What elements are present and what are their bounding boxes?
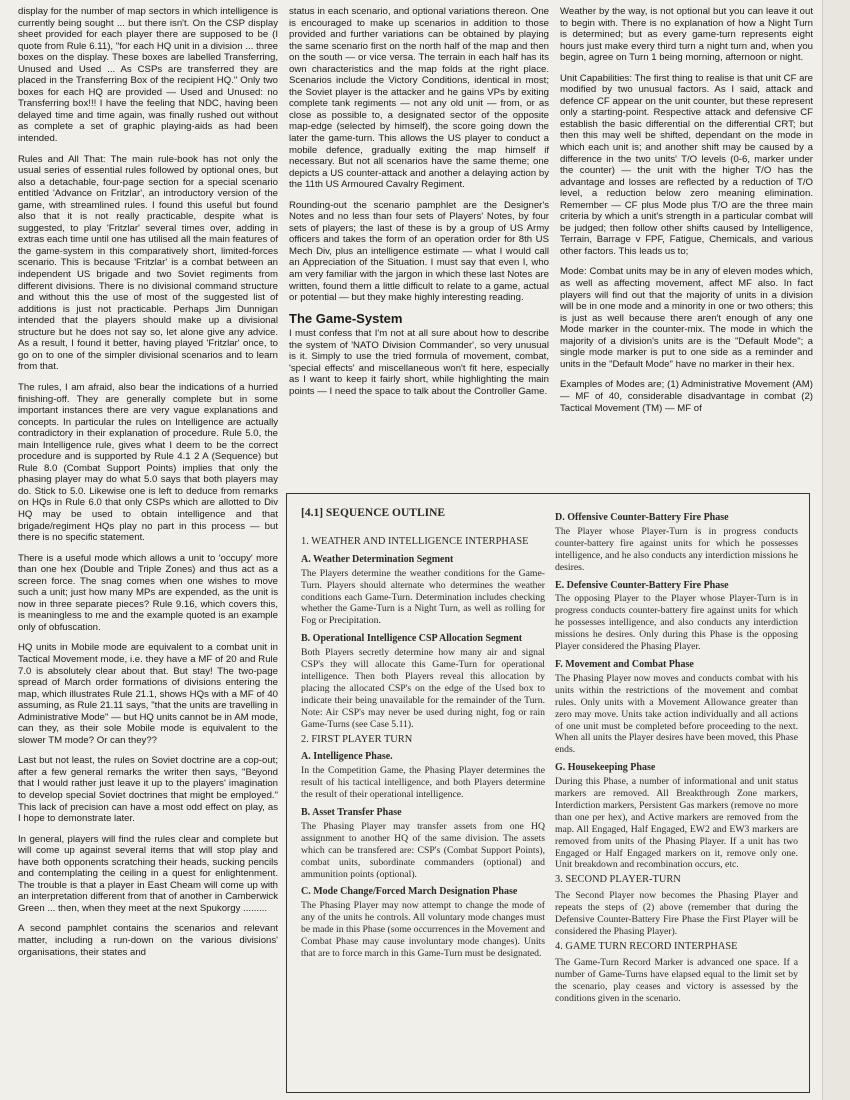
- article-column-3: [560, 6, 813, 423]
- paragraph: In general, players will find the rules clear and complete but will come up against several items that will stop play and have both opponents scratching their heads, sucking pencils and contemplating the ceiling in a quest for enlightenment. The trouble is that a player in East Cheam will come up with an interpretation different from that of another in Camberwick Green ... then, when they meet at the next Spukorgy .........: [18, 833, 278, 914]
- box-text: The Second Player now becomes the Phasing Player and repeats the steps of (2) above (remember that during the Defensive Counter-Battery Fire Phase the First Player will be considered the Phasing Player).: [555, 890, 798, 937]
- sequence-outline-box: [286, 493, 810, 1093]
- box-subheading: D. Offensive Counter-Battery Fire Phase: [555, 512, 729, 523]
- box-section-heading: 3. SECOND PLAYER-TURN: [555, 874, 681, 886]
- box-subheading: C. Mode Change/Forced March Designation Phase: [301, 886, 518, 898]
- article-column-2: [289, 6, 549, 407]
- box-text: The opposing Player to the Player whose Player-Turn is in progress conducts counter-battery fire against units for which he possesses intelligence, and also conducts any interdiction missions he desires. Only during this Phase is the opposing Player considered the Phasing Player.: [555, 593, 798, 653]
- paragraph: status in each scenario, and optional variations thereon. One is encouraged to make up scenarios in addition to those provided and further variations can be obtained by playing the same scenario first on the north half of the map and then on the south — or vice versa. The terrain in each half has its own characteristics and the map folds at the right place. Scenarios include the Victory Conditions, identical in most; the Soviet player is the attacker and he gains VPs by exiting complete tank regiments — not any old unit — from, or as close as possible to, a designated sector of the opposite map-edge (selected by himself), the score going down the later the game-turn. This allows the US player to conduct a mobile defence, gradually exiting the map himself if necessary. But not all scenarios have the same theme; one depicts a US counter-attack and another a delaying action by the 11th US Armoured Cavalry Regiment.: [289, 6, 549, 191]
- box-column-1: [301, 506, 545, 963]
- box-title: [4.1] SEQUENCE OUTLINE: [301, 507, 446, 519]
- box-text: The Phasing Player may now attempt to change the mode of any of the units he controls. All voluntary mode changes must be made in this Phase (some occurrences in the Movement and Combat Phase may cause involuntary mode changes). Units that are to force march in this Game-Turn must be designated.: [301, 900, 545, 959]
- paragraph: The rules, I am afraid, also bear the indications of a hurried finishing-off. They are generally complete but in some important instances there are very vague explanations and concepts. In particular the rules on Intelligence are actually contradictory in their explanation of procedure. Rule 5.0, the main Intelligence rule, gives what I deem to be the correct procedure and is supported by Rule 4.1 2 A (Sequence) but Rule 8.0 (Combat Support Points) implies that only the phasing player may do what 5.0 says that both players may do. Stick to 5.0. Likewise one is left to deduce from remarks on HQs in Rule 6.0 that only CSPs which are allotted to Div HQ may be used to obtain intelligence and that brigade/regiment HQs play no part in this process — but there is no specific statement.: [18, 381, 278, 544]
- box-text: The Phasing Player now moves and conducts combat with his units within the restrictions of the movement and combat rules. Only units with a Movement Allowance greater than zero may move. Units take action individually and all actions of one unit must be completed before proceeding to the next. When all units the Player desires have been moved, this Phase ends.: [555, 672, 798, 756]
- box-subheading: G. Housekeeping Phase: [555, 762, 656, 774]
- box-text: Both Players secretly determine how many air and signal CSP's they will allocate this Game-Turn for operational intelligence. Then both Players reveal this allocation by placing the allocated CSP's on the edge of the Used box to indicate their being unavailable for the remainder of the Turn. Note: Air CSP's may never be used during night, fog or rain Game-Turns (see Case 5.11).: [301, 647, 545, 730]
- paragraph: display for the number of map sectors in which intelligence is currently being sought ... but there isn't. On the CSP display sheet provided for each player there are supposed to be (I quote from Rule 6.11), "for each HQ unit in a division ... three boxes on the display. These boxes are labelled Transferring, Unused and Used ... As CSPs are transferred they are placed in the Transferring Box of the recipient HQ." Only two boxes for each HQ are provided — Used and Unused: no Transferring box!!! I have the feeling that NDC, having been delayed time and time again, was finally rushed out without as complete a set of graphic playing-aids as had been intended.: [18, 6, 278, 145]
- box-subheading: A. Weather Determination Segment: [301, 553, 454, 565]
- paragraph: HQ units in Mobile mode are equivalent to a combat unit in Tactical Movement mode, i.e. they have a MF of 20 and Rule 7.0 is absolutely clear about that. But stay! The two-page spread of March order formations of divisions entering the map, which illustrates Rule 21.1, shows HQs with a MF of 40 assuming, as Rule 21.11 says, "that the units are travelling in Administrative Mode" — but HQ units cannot be in AM mode, can they, as their sole Mobile mode is equivalent to the slower TM mode? Or can they??: [18, 642, 278, 746]
- box-text: The Player whose Player-Turn is in progress conducts counter-battery fire against units for which he possesses intelligence, and he also conducts any interdiction missions he desires.: [555, 525, 798, 573]
- paragraph: Unit Capabilities: The first thing to realise is that unit CF are modified by two unusual factors. As I said, attack and defence CF appear on the unit counter, but these represent only a starting-point. Respective attack and defensive CF establish the basic differential on the differential CRT; but then this may well be shifted, dependant on the mode in which each unit is; and another shift may be caused by a difference in the two units' T/O levels (0-6, marker under the counter) — the unit with the higher T/O has the advantage and losses are reflected by a reduction of T/O level, a reduction below zero meaning elimination. Remember — CF plus Mode plus T/O are the three main criteria by which a unit's strength in a particular combat will be judged; then follow other shifts caused by Intelligence, Terrain, Barrage v FPF, Fatigue, Chemicals, and various other factors. This leads us to;: [560, 72, 813, 257]
- paragraph: Examples of Modes are; (1) Administrative Movement (AM) — MF of 40, considerable disadvantage in combat (2) Tactical Movement (TM) — MF of: [560, 379, 813, 414]
- box-text: The Phasing Player may transfer assets from one HQ assignment to another HQ of the same division. The assets which can be transfered are: CSP's (Combat Support Points), combat units, subordinate commanders (optional) and ammunition points (optional).: [301, 820, 545, 880]
- box-subheading: F. Movement and Combat Phase: [555, 658, 694, 670]
- paragraph: A second pamphlet contains the scenarios and relevant matter, including a run-down on the various divisions' organisations, their states and: [18, 923, 278, 958]
- box-section-heading: 4. GAME TURN RECORD INTERPHASE: [555, 940, 738, 952]
- box-subheading: B. Operational Intelligence CSP Allocation Segment: [301, 633, 523, 645]
- box-text: During this Phase, a number of informational and unit status markers are removed. All Breakthrough Zone markers, Interdiction markers, Persistent Gas markers (remove no more than one per hex), and Active markers are removed from the map. All Engaged, Half Engaged, EW2 and EW3 markers are removed from units of the Phasing Player. If a unit has two Engaged or Half Engaged markers on it, remove only one. Unit breakdown and recombination occurs, etc.: [555, 776, 798, 871]
- box-subheading: B. Asset Transfer Phase: [301, 807, 402, 819]
- paragraph: There is a useful mode which allows a unit to 'occupy' more than one hex (Double and Triple Zones) and thus act as a screen force. The snag comes when one wishes to move such a unit; just how many MPs are expended, as the unit is now in three separate pieces? Rule 9.16, which covers this, is meaningless to me and the example quoted is an example only of obfuscation.: [18, 552, 278, 633]
- article-column-1: [18, 6, 278, 967]
- paragraph: I must confess that I'm not at all sure about how to describe the system of 'NATO Division Commander', so very unusual is it. Simply to use the tried formula of movement, combat, 'special effects' and miscellaneous won't fit here, especially as I want to keep it fairly short, while highlighting the main points — I need the space to talk about the Controller Game.: [289, 328, 549, 397]
- box-text: The Game-Turn Record Marker is advanced one space. If a number of Game-Turns have elapsed equal to the limit set by the scenario, play ceases and victory is assessed by the conditions given in the scenario.: [555, 956, 798, 1004]
- adjacent-page-edge: [822, 0, 850, 1100]
- box-subheading: E. Defensive Counter-Battery Fire Phase: [555, 579, 729, 591]
- paragraph: Rounding-out the scenario pamphlet are the Designer's Notes and no less than four sets of Players' Notes, by four sets of players; the last of these is by a group of US Army officers and takes the form of an operation order for 8th US Mech Div, plus an intelligence estimate — what I would call an Appreciation of the Situation. I must say that even I, who am very familiar with the jargon in which these last Notes are written, found them a little difficult to relate to a game, actual or potential — but they make highly interesting reading.: [289, 199, 549, 304]
- paragraph: Mode: Combat units may be in any of eleven modes which, as well as affecting movement, affect MF also. In fact players will find out that the majority of units in a division will be in one mode and a minority in one or two others; this is just as well because there aren't enough of any one Mode marker in the counter-mix. The mode in which the majority of a division's units are is the "Default Mode"; a single mode marker is put to one side as a reminder and units in the "Default Mode" have no marker in their hex.: [560, 266, 813, 370]
- box-text: In the Competition Game, the Phasing Player determines the result of his tactical intelligence, and both Players determine the result of their operational intelligence.: [301, 765, 545, 801]
- paragraph: Rules and All That: The main rule-book has not only the usual series of essential rules followed by optional ones, but also a detachable, four-page section for a special scenario entitled 'Advance on Fritzlar', an introductory version of the game, with streamlined rules. I found this useful but found also that it is not really practicable, despite what is suggested, to play 'Fritzlar' several times over, adding in extras each time until one has utilised all the main features of the game-system in this comparatively short, limited-forces scenario. This is because 'Fritzlar' is a combat between an independent US brigade and two Soviet regiments from different divisions. There is no divisional command structure and without this the use of most of the suggested list of additions is just not practicable. Perhaps Jim Dunnigan intended that the players should make up a divisional structure but he does not say so, let alone give any advice. As a result, I found it better, having played 'Fritzlar' once, to go on to one of the simpler divisional scenarios and to learn from that.: [18, 153, 278, 373]
- box-column-2: [555, 506, 798, 1007]
- box-subheading: A. Intelligence Phase.: [301, 751, 393, 763]
- box-section-heading: 2. FIRST PLAYER TURN: [301, 733, 413, 745]
- box-section-heading: 1. WEATHER AND INTELLIGENCE INTERPHASE: [301, 535, 529, 547]
- paragraph: Last but not least, the rules on Soviet doctrine are a cop-out; after a few general remarks the writer then says, "Beyond that I would rather just leave it up to the players' imagination to develop special Soviet doctrines that might be employed." This lack of precision can have a most odd effect on play, as I hope to demonstrate later.: [18, 755, 278, 825]
- box-text: The Players determine the weather conditions for the Game-Turn. Players should alternate who determines the weather conditions each Game-Turn. Determination includes checking whether the Game-Turn is a Night Turn, as well as rolling for Fog or Precipitation.: [301, 567, 545, 627]
- section-heading: The Game-System: [289, 310, 403, 326]
- paragraph: Weather by the way, is not optional but you can leave it out to begin with. There is no explanation of how a Night Turn is determined; but as every game-turn represents eight hours just make every third turn a night turn and, when you begin, agree on Turn 1 being morning, afternoon or night.: [560, 6, 813, 64]
